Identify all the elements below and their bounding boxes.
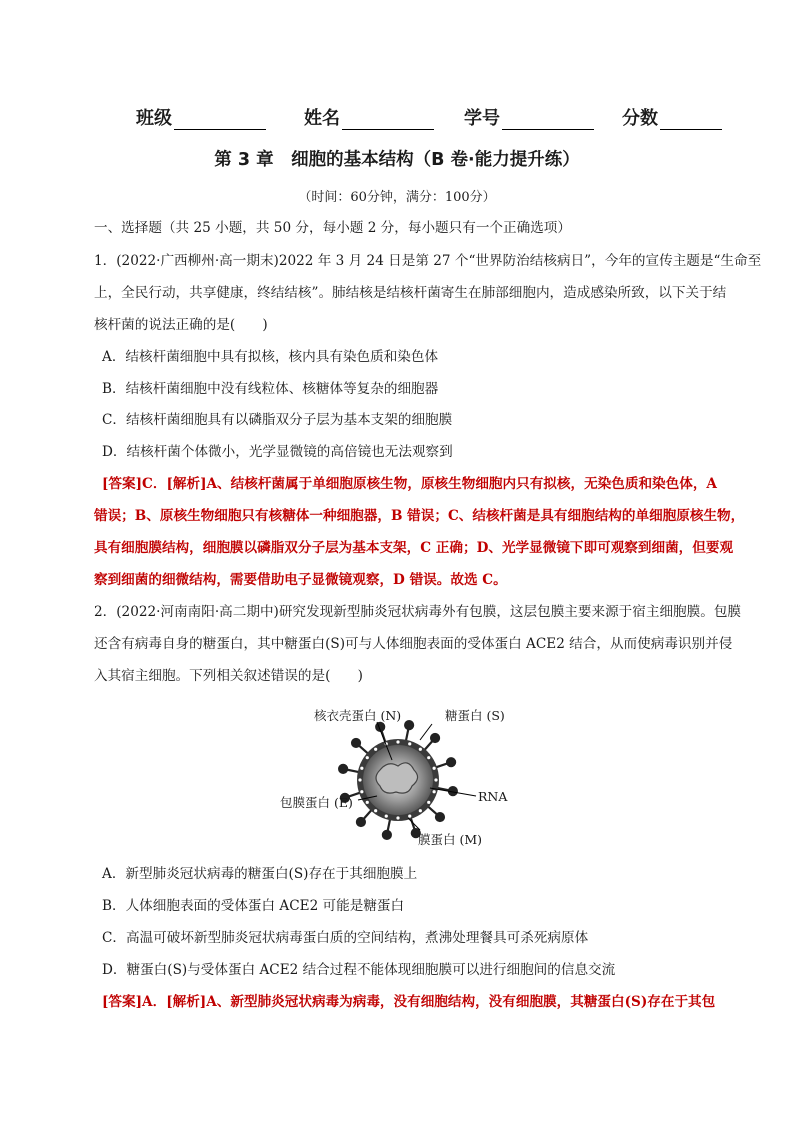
q2-option-d: D．糖蛋白(S)与受体蛋白 ACE2 结合过程不能体现细胞膜可以进行细胞间的信息交流 (102, 962, 616, 978)
score-label: 分数 (622, 108, 658, 129)
envelope-dot (366, 756, 369, 759)
section-heading: 一、选择题（共 25 小题，共 50 分，每小题 2 分，每小题只有一个正确选项） (94, 220, 571, 236)
envelope-dot (360, 790, 363, 793)
envelope-dot (427, 801, 430, 804)
envelope-dot (408, 742, 411, 745)
q2-stem-line-2: 还含有病毒自身的糖蛋白，其中糖蛋白(S)可与人体细胞表面的受体蛋白 ACE2 结合，从而使病毒识别并侵 (94, 636, 733, 652)
envelope-dot (433, 767, 436, 770)
envelope-dot (385, 815, 388, 818)
envelope-dot (360, 767, 363, 770)
label-membrane: 膜蛋白 (M) (418, 832, 483, 847)
q1-stem-line-1: 1．(2022·广西柳州·高一期末)2022 年 3 月 24 日是第 27 个“世界防治结核病日”，今年的宣传主题是“生命至 (94, 253, 762, 269)
q1-stem-line-3: 核杆菌的说法正确的是( ) (94, 317, 268, 333)
q2-stem-line-1: 2．(2022·河南南阳·高二期中)研究发现新型肺炎冠状病毒外有包膜，这层包膜主要来源于宿主细胞膜。包膜 (94, 604, 742, 620)
spike-head (436, 813, 444, 821)
name-field[interactable] (304, 104, 434, 130)
label-rna: RNA (478, 789, 508, 804)
q2-answer-line-1: [答案]A．[解析]A、新型肺炎冠状病毒为病毒，没有细胞结构，没有细胞膜，其糖蛋白(S)存在于其包 (102, 994, 716, 1010)
nucleocapsid-core (376, 763, 418, 793)
q1-answer-line-1: [答案]C．[解析]A、结核杆菌属于单细胞原核生物，原核生物细胞内只有拟核，无染色质和染色体，A (102, 476, 717, 492)
spike-head (405, 721, 413, 729)
number-blank[interactable] (502, 109, 594, 130)
envelope-dot (374, 809, 377, 812)
number-field[interactable] (464, 104, 594, 130)
spike-head (383, 831, 391, 839)
q2-option-c: C．高温可破坏新型肺炎冠状病毒蛋白质的空间结构，煮沸处理餐具可杀死病原体 (102, 930, 589, 946)
envelope-dot (396, 816, 399, 819)
spike-head (357, 818, 365, 826)
envelope-dot (434, 778, 437, 781)
q1-option-b: B．结核杆菌细胞中没有线粒体、核糖体等复杂的细胞器 (102, 381, 439, 397)
envelope-dot (433, 790, 436, 793)
q1-answer-line-3: 具有细胞膜结构，细胞膜以磷脂双分子层为基本支架，C 正确；D、光学显微镜下即可观察到细菌，但要观 (94, 540, 734, 556)
envelope-dot (374, 748, 377, 751)
name-label: 姓名 (304, 108, 340, 129)
envelope-dot (408, 815, 411, 818)
envelope-dot (366, 801, 369, 804)
q1-option-a: A．结核杆菌细胞中具有拟核，核内具有染色质和染色体 (102, 349, 439, 365)
page-title: 第 3 章 细胞的基本结构（B 卷·能力提升练） (214, 150, 580, 170)
q2-option-b: B．人体细胞表面的受体蛋白 ACE2 可能是糖蛋白 (102, 898, 405, 914)
score-blank[interactable] (660, 109, 722, 130)
spike-head (431, 734, 439, 742)
spike-head (339, 765, 347, 773)
q1-option-d: D．结核杆菌个体微小，光学显微镜的高倍镜也无法观察到 (102, 444, 453, 460)
class-label: 班级 (136, 108, 172, 129)
q1-stem-line-2: 上，全民行动，共享健康，终结结核”。肺结核是结核杆菌寄生在肺部细胞内，造成感染所致，以下关于结 (94, 285, 727, 301)
envelope-dot (419, 809, 422, 812)
name-blank[interactable] (342, 109, 434, 130)
class-blank[interactable] (174, 109, 266, 130)
q1-option-c: C．结核杆菌细胞具有以磷脂双分子层为基本支架的细胞膜 (102, 412, 453, 428)
q1-answer-line-2: 错误；B、原核生物细胞只有核糖体一种细胞器，B 错误；C、结核杆菌是具有细胞结构的单细胞原核生物， (94, 508, 745, 524)
label-envelope: 包膜蛋白 (E) (280, 795, 353, 810)
envelope-dot (419, 748, 422, 751)
envelope-dot (358, 778, 361, 781)
label-glycoprotein: 糖蛋白 (S) (445, 708, 505, 723)
score-field[interactable] (622, 104, 722, 130)
envelope-dot (396, 740, 399, 743)
number-label: 学号 (464, 108, 500, 129)
q2-stem-line-3: 入其宿主细胞。下列相关叙述错误的是( ) (94, 668, 363, 684)
spike-head (447, 758, 455, 766)
label-nucleocapsid: 核衣壳蛋白 (N) (314, 708, 402, 723)
exam-subtitle: （时间：60分钟，满分：100分） (298, 190, 496, 205)
q1-answer-line-4: 察到细菌的细微结构，需要借助电子显微镜观察，D 错误。故选 C。 (94, 572, 507, 588)
q2-option-a: A．新型肺炎冠状病毒的糖蛋白(S)存在于其细胞膜上 (102, 866, 418, 882)
coronavirus-diagram (280, 700, 520, 850)
envelope-dot (427, 756, 430, 759)
student-info-header (136, 104, 726, 130)
class-field[interactable] (136, 104, 266, 130)
spike-head (352, 739, 360, 747)
